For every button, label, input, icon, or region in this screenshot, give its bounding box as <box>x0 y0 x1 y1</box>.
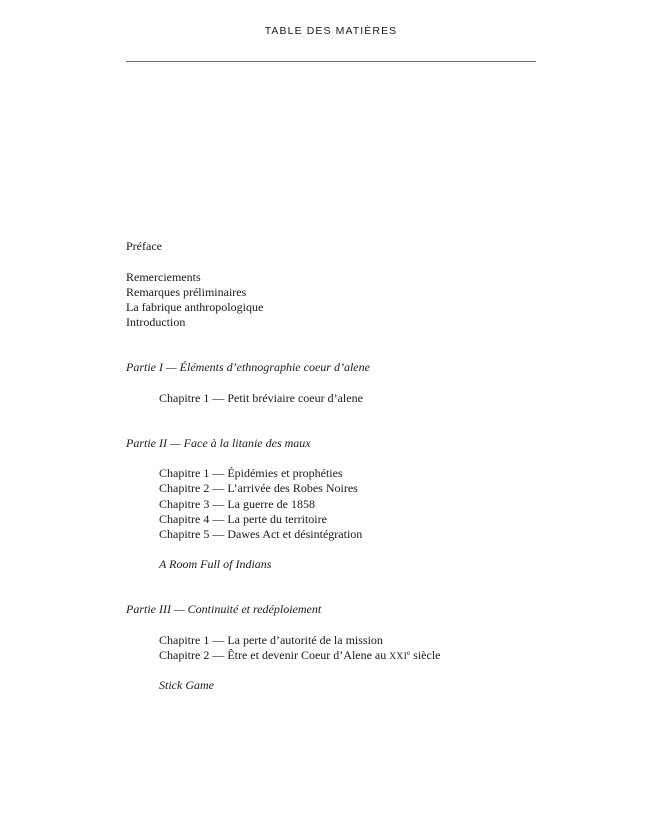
toc-part-3-chapter-2[interactable] <box>159 648 440 663</box>
century-numeral: XXI <box>389 652 408 662</box>
toc-part-2-chapter-2[interactable]: Chapitre 2 — L’arrivée des Robes Noires <box>159 481 358 495</box>
toc-part-1-chapter-1[interactable]: Chapitre 1 — Petit bréviaire coeur d’alene <box>159 391 363 405</box>
toc-part-2-chapter-4[interactable]: Chapitre 4 — La perte du territoire <box>159 512 327 526</box>
toc-part-2-title[interactable]: Partie II — Face à la litanie des maux <box>126 436 311 450</box>
toc-part-3-interlude[interactable]: Stick Game <box>159 678 214 692</box>
toc-part-1-title[interactable]: Partie I — Éléments d’ethnographie coeur d’alene <box>126 360 370 374</box>
toc-part-2-chapter-1[interactable]: Chapitre 1 — Épidémies et prophéties <box>159 466 343 480</box>
toc-entry-remerciements[interactable]: Remerciements <box>126 270 201 284</box>
toc-entry-introduction[interactable]: Introduction <box>126 315 186 329</box>
toc-part-3-title[interactable]: Partie III — Continuité et redéploiement <box>126 602 322 616</box>
toc-entry-preface[interactable]: Préface <box>126 239 162 253</box>
toc-entry-fabrique[interactable]: La fabrique anthropologique <box>126 300 264 314</box>
toc-part-2-interlude[interactable]: A Room Full of Indians <box>159 557 272 571</box>
chapter-2-prefix: Chapitre 2 — Être et devenir Coeur d’Alene au <box>159 648 390 662</box>
running-header: TABLE DES MATIÈRES <box>264 25 398 37</box>
toc-part-2-chapter-5[interactable]: Chapitre 5 — Dawes Act et désintégration <box>159 527 363 541</box>
header-rule <box>126 61 536 62</box>
toc-part-3-chapter-1[interactable]: Chapitre 1 — La perte d’autorité de la mission <box>159 633 383 647</box>
chapter-2-suffix: siècle <box>410 648 441 662</box>
toc-part-2-chapter-3[interactable]: Chapitre 3 — La guerre de 1858 <box>159 497 315 511</box>
century-superscript: e <box>407 649 411 657</box>
toc-entry-remarques[interactable]: Remarques préliminaires <box>126 285 247 299</box>
